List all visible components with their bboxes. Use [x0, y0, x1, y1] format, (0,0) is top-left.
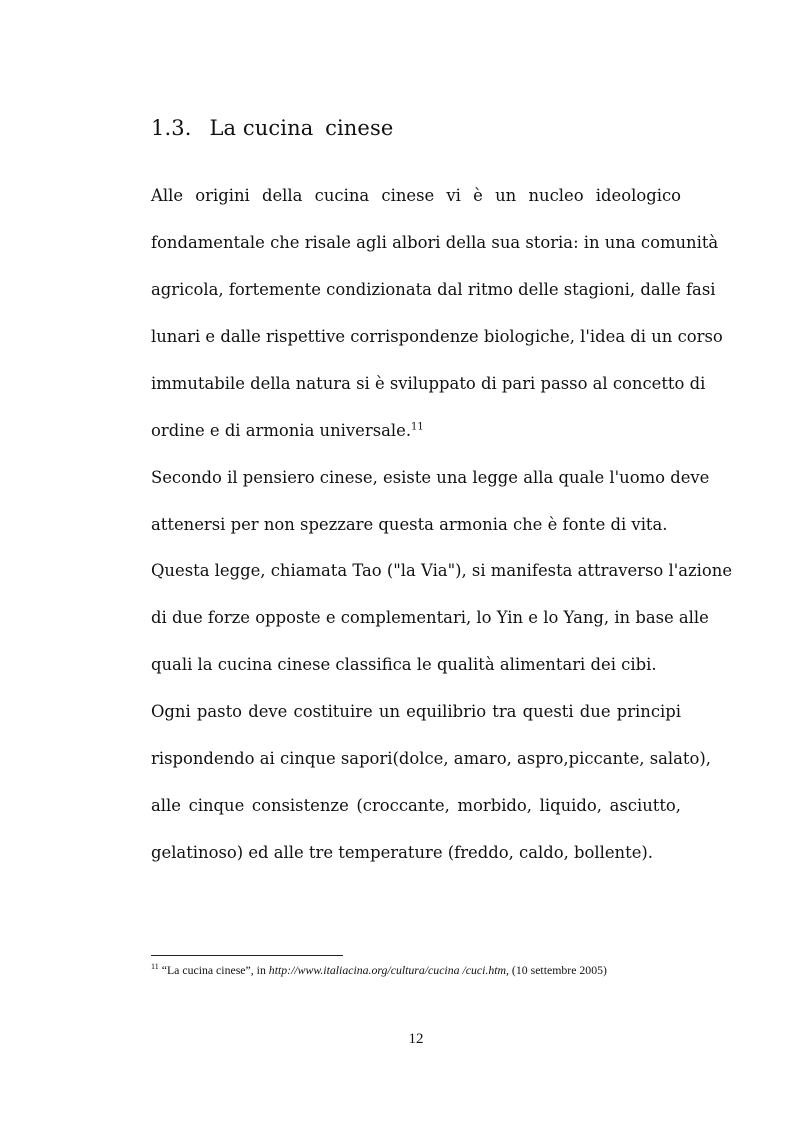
footnote-divider [151, 955, 343, 956]
body-line: alle cinque consistenze (croccante, morbido, liquido, asciutto, [151, 796, 681, 815]
body-line: Questa legge, chiamata Tao ("la Via"), si manifesta attraverso l'azione [151, 561, 733, 580]
body-line: lunari e dalle rispettive corrispondenze biologiche, l'idea di un corso [151, 327, 723, 346]
body-line: Alle origini della cucina cinese vi è un nucleo ideologico [151, 186, 681, 205]
footnote-date: , (10 settembre 2005) [506, 963, 607, 977]
footnote [151, 963, 691, 978]
body-line: fondamentale che risale agli albori della sua storia: in una comunità [151, 233, 719, 252]
body-line: rispondendo ai cinque sapori(dolce, amaro, aspro,piccante, salato), [151, 749, 711, 768]
body-line: Secondo il pensiero cinese, esiste una legge alla quale l'uomo deve [151, 468, 710, 487]
body-line: attenersi per non spezzare questa armonia che è fonte di vita. [151, 515, 668, 534]
body-line: immutabile della natura si è sviluppato di pari passo al concetto di [151, 374, 706, 393]
footnote-number: 11 [151, 962, 159, 972]
body-line: agricola, fortemente condizionata dal ritmo delle stagioni, dalle fasi [151, 280, 716, 299]
body-line [151, 420, 681, 442]
section-heading [151, 116, 393, 140]
section-number: 1.3. [151, 116, 192, 140]
body-line-text: ordine e di armonia universale. [151, 421, 412, 440]
section-title-part1: La cucina [209, 116, 314, 140]
footnote-url[interactable]: http://www.italiacina.org/cultura/cucina /cuci.htm [268, 963, 507, 977]
body-line: quali la cucina cinese classifica le qualità alimentari dei cibi. [151, 655, 657, 674]
footnote-reference[interactable]: 11 [411, 421, 424, 433]
body-line: di due forze opposte e complementari, lo Yin e lo Yang, in base alle [151, 608, 709, 627]
body-line: gelatinoso) ed alle tre temperature (freddo, caldo, bollente). [151, 843, 653, 862]
body-line: Ogni pasto deve costituire un equilibrio tra questi due principi [151, 702, 681, 721]
footnote-title: “La cucina cinese”, in [161, 963, 269, 977]
page-number: 12 [408, 1031, 424, 1047]
section-title-part2: cinese [325, 116, 394, 140]
